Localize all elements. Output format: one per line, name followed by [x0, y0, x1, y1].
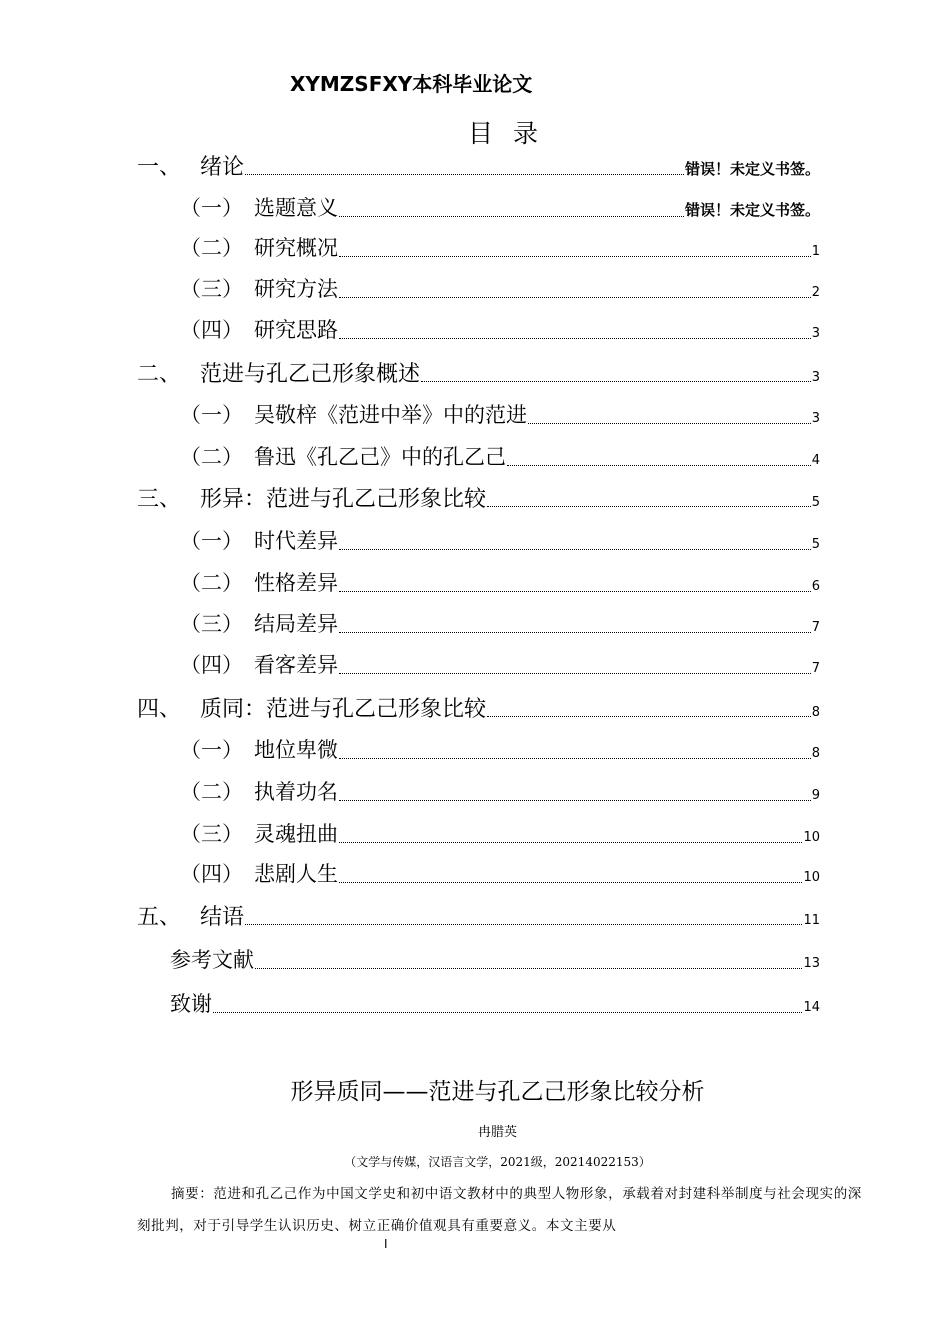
paper-title: 形异质同——范进与孔乙己形象比较分析: [290, 1079, 705, 1105]
toc-dot-leader: [339, 882, 802, 883]
toc-entry[interactable]: [137, 692, 820, 722]
toc-dot-leader: [339, 800, 811, 801]
toc-dot-leader: [213, 1012, 802, 1013]
toc-entry-number: （一）: [180, 403, 243, 427]
toc-entry-number: 二、: [137, 362, 182, 387]
toc-dot-leader: [339, 842, 802, 843]
toc-entry[interactable]: [180, 441, 820, 471]
toc-entry-title: 地位卑微: [254, 738, 338, 762]
toc-entry-page: 2: [811, 285, 820, 300]
toc-entry-number: （二）: [180, 236, 243, 260]
toc-entry-page: 14: [803, 1000, 820, 1015]
toc-entry-number: （三）: [180, 277, 243, 301]
toc-entry[interactable]: [170, 988, 820, 1018]
toc-entry-page: 7: [811, 661, 820, 676]
toc-entry-page: 8: [811, 705, 820, 720]
toc-entry-page: 4: [811, 453, 820, 468]
toc-entry[interactable]: [170, 944, 820, 974]
toc-entry-number: 三、: [137, 487, 182, 512]
toc-dot-leader: [339, 216, 684, 217]
toc-entry-page: 8: [811, 746, 820, 761]
toc-entry-page: 错误！未定义书签。: [684, 201, 820, 219]
toc-dot-leader: [528, 423, 811, 424]
toc-entry-title: 研究概况: [254, 236, 338, 260]
toc-entry-page: 3: [811, 370, 820, 385]
toc-dot-leader: [487, 506, 811, 507]
toc-dot-leader: [339, 632, 811, 633]
toc-dot-leader: [255, 968, 802, 969]
toc-entry[interactable]: [180, 776, 820, 806]
abstract-label: 摘要：: [171, 1186, 214, 1202]
toc-entry[interactable]: [180, 649, 820, 679]
toc-entry-title: 执着功名: [254, 780, 338, 804]
toc-entry-page: 5: [811, 537, 820, 552]
toc-dot-leader: [245, 924, 802, 925]
toc-dot-leader: [487, 716, 811, 717]
toc-entry-number: 五、: [137, 905, 182, 930]
toc-entry[interactable]: [137, 150, 820, 180]
toc-entry-page: 1: [811, 244, 820, 259]
toc-dot-leader: [339, 549, 811, 550]
toc-entry-title: 参考文献: [170, 948, 254, 972]
toc-entry[interactable]: [180, 314, 820, 344]
toc-dot-leader: [245, 174, 684, 175]
toc-dot-leader: [339, 591, 811, 592]
toc-dot-leader: [507, 465, 811, 466]
toc-entry-page: 5: [811, 495, 820, 510]
toc-entry-number: （一）: [180, 196, 243, 220]
toc-entry-title: 结语: [200, 905, 245, 930]
toc-entry-page: 10: [803, 870, 820, 885]
toc-entry-number: （三）: [180, 822, 243, 846]
toc-entry-page: 3: [811, 326, 820, 341]
toc-entry-title: 吴敬梓《范进中举》中的范进: [254, 403, 527, 427]
toc-entry-page: 3: [811, 411, 820, 426]
toc-entry-page: 错误！未定义书签。: [684, 160, 820, 178]
toc-entry-page: 7: [811, 620, 820, 635]
abstract-text: 范进和孔乙己作为中国文学史和初中语文教材中的典型人物形象，承载着对封建科举制度与社会现实的深刻批判，对于引导学生认识历史、树立正确价值观具有重要意义。本文主要从: [137, 1186, 862, 1234]
toc-entry-title: 鲁迅《孔乙己》中的孔乙己: [254, 445, 506, 469]
toc-entry[interactable]: [180, 192, 820, 222]
toc-entry-title: 时代差异: [254, 529, 338, 553]
toc-entry-number: （一）: [180, 738, 243, 762]
toc-entry-title: 灵魂扭曲: [254, 822, 338, 846]
toc-entry-number: （三）: [180, 612, 243, 636]
toc-entry-title: 看客差异: [254, 653, 338, 677]
toc-entry-number: （二）: [180, 571, 243, 595]
toc-dot-leader: [421, 381, 811, 382]
toc-entry-title: 选题意义: [254, 196, 338, 220]
toc-entry[interactable]: [180, 567, 820, 597]
author-affiliation: （文学与传媒，汉语言文学，2021级，20214022153）: [344, 1155, 651, 1169]
toc-heading: 目 录: [468, 119, 544, 148]
toc-entry-page: 9: [811, 788, 820, 803]
toc-entry-title: 形异：范进与孔乙己形象比较: [200, 487, 487, 512]
author-name: 冉腊英: [477, 1125, 517, 1140]
toc-entry-page: 13: [803, 956, 820, 971]
toc-entry[interactable]: [180, 818, 820, 848]
document-header: XYMZSFXY本科毕业论文: [290, 72, 533, 96]
toc-entry[interactable]: [180, 273, 820, 303]
toc-entry-title: 研究思路: [254, 318, 338, 342]
abstract: [137, 1178, 862, 1242]
toc-entry[interactable]: [180, 608, 820, 638]
toc-dot-leader: [339, 256, 811, 257]
toc-entry-page: 10: [803, 830, 820, 845]
toc-entry[interactable]: [180, 399, 820, 429]
toc-entry-title: 致谢: [170, 992, 212, 1016]
toc-entry[interactable]: [180, 734, 820, 764]
toc-entry-title: 结局差异: [254, 612, 338, 636]
toc-entry[interactable]: [180, 858, 820, 888]
toc-entry-page: 11: [803, 913, 820, 928]
toc-entry[interactable]: [137, 357, 820, 387]
toc-entry-number: （一）: [180, 529, 243, 553]
toc-entry-title: 绪论: [200, 155, 245, 180]
toc-entry-title: 范进与孔乙己形象概述: [200, 362, 421, 387]
toc-dot-leader: [339, 758, 811, 759]
toc-dot-leader: [339, 673, 811, 674]
toc-dot-leader: [339, 297, 811, 298]
toc-entry-number: （四）: [180, 318, 243, 342]
toc-entry-number: （二）: [180, 780, 243, 804]
toc-entry-number: 一、: [137, 155, 182, 180]
toc-dot-leader: [339, 338, 811, 339]
toc-entry-title: 性格差异: [254, 571, 338, 595]
toc-entry-title: 质同：范进与孔乙己形象比较: [200, 697, 487, 722]
toc-entry-number: 四、: [137, 697, 182, 722]
toc-entry[interactable]: [180, 525, 820, 555]
toc-entry[interactable]: [180, 232, 820, 262]
toc-entry-page: 6: [811, 579, 820, 594]
toc-entry-title: 悲剧人生: [254, 862, 338, 886]
toc-entry[interactable]: [137, 482, 820, 512]
toc-entry[interactable]: [137, 900, 820, 930]
toc-entry-number: （四）: [180, 862, 243, 886]
page-number: I: [384, 1237, 388, 1251]
toc-entry-number: （四）: [180, 653, 243, 677]
toc-entry-number: （二）: [180, 445, 243, 469]
toc-entry-title: 研究方法: [254, 277, 338, 301]
